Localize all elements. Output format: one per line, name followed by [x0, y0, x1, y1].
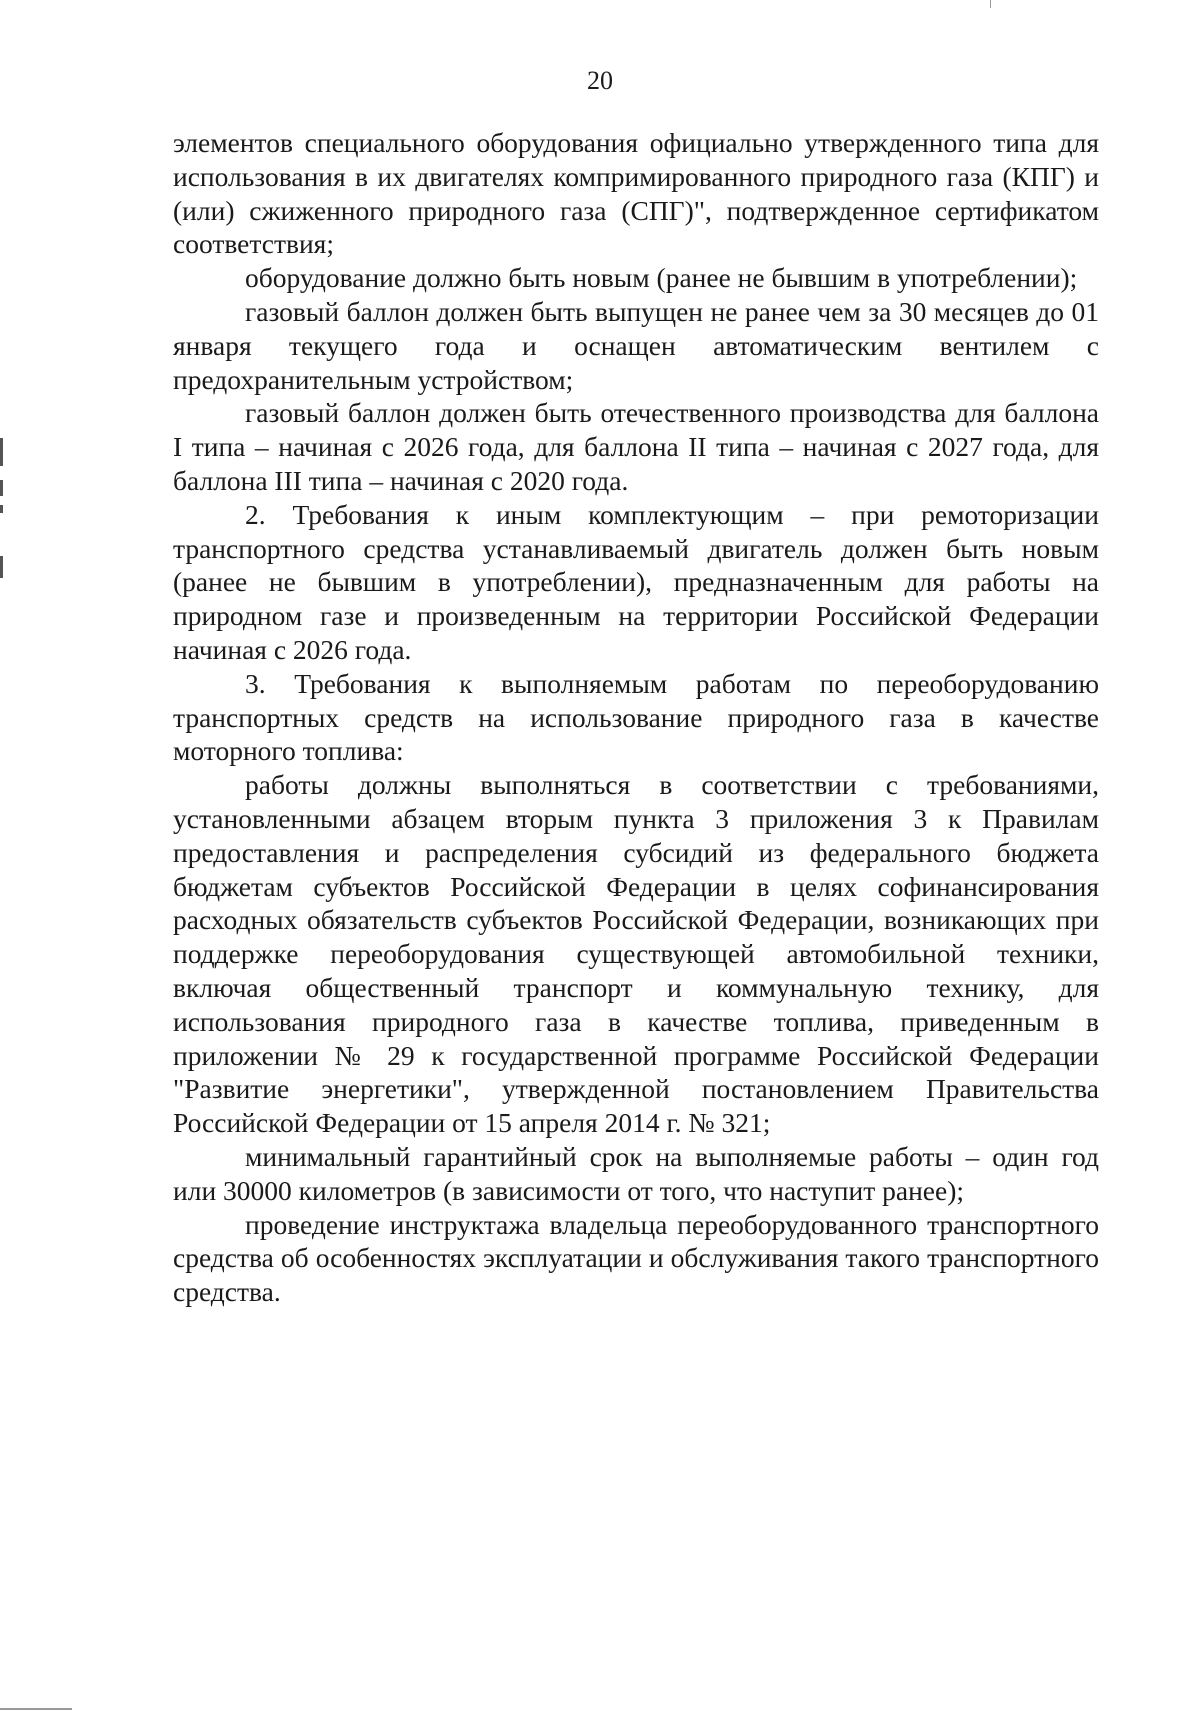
scan-edge-mark — [0, 438, 3, 466]
document-body — [173, 126, 1099, 1309]
paragraph-item-2: 2. Требования к иным комплектующим – при ремоторизации транспортного средства устанавливаемый двигатель должен быть новым (ранее не бывшим в употреблении), предназначенным для работы на природном газе и произведенным на территории Российской Федерации начиная с 2026 года. — [173, 498, 1099, 665]
scan-artifact — [990, 0, 991, 8]
paragraph-gas-cylinder-issue: газовый баллон должен быть выпущен не ранее чем за 30 месяцев до 01 января текущего года и оснащен автоматическим вентилем с предохранительным устройством; — [173, 295, 1099, 395]
paragraph-item-3: 3. Требования к выполняемым работам по переоборудованию транспортных средств на использование природного газа в качестве моторного топлива: — [173, 667, 1099, 767]
scan-edge-mark — [0, 505, 3, 513]
paragraph-warranty: минимальный гарантийный срок на выполняемые работы – один год или 30000 километров (в зависимости от того, что наступит ранее); — [173, 1140, 1099, 1206]
paragraph-instruction: проведение инструктажа владельца переоборудованного транспортного средства об особенностях эксплуатации и обслуживания такого транспортного средства. — [173, 1208, 1099, 1308]
scan-edge-mark — [0, 480, 3, 496]
scan-edge-mark — [0, 556, 3, 578]
paragraph-works-requirements: работы должны выполняться в соответствии с требованиями, установленными абзацем вторым пункта 3 приложения 3 к Правилам предоставления и распределения субсидий из федерального бюджета бюджетам субъектов Российской Федерации в целях софинансирования расходных обязательств субъектов Российской Федерации, возникающих при поддержке переоборудования существующей автомобильной техники, включая общественный транспорт и коммунальную технику, для использования природного газа в качестве топлива, приведенным в приложении № 29 к государственной программе Российской Федерации "Развитие энергетики", утвержденной постановлением Правительства Российской Федерации от 15 апреля 2014 г. № 321; — [173, 769, 1099, 1139]
page-number: 20 — [587, 66, 613, 95]
paragraph-gas-cylinder-origin: газовый баллон должен быть отечественного производства для баллона I типа – начиная с 2026 года, для баллона II типа – начиная с 2027 года, для баллона III типа – начиная с 2020 года. — [173, 397, 1099, 496]
paragraph-continuation: элементов специального оборудования официально утвержденного типа для использования в их двигателях компримированного природного газа (КПГ) и (или) сжиженного природного газа (СПГ)", подтвержденное сертификатом соответствия; — [173, 127, 1099, 260]
paragraph-equipment-new: оборудование должно быть новым (ранее не бывшим в употреблении); — [245, 262, 1078, 294]
scan-artifact — [0, 1708, 72, 1710]
